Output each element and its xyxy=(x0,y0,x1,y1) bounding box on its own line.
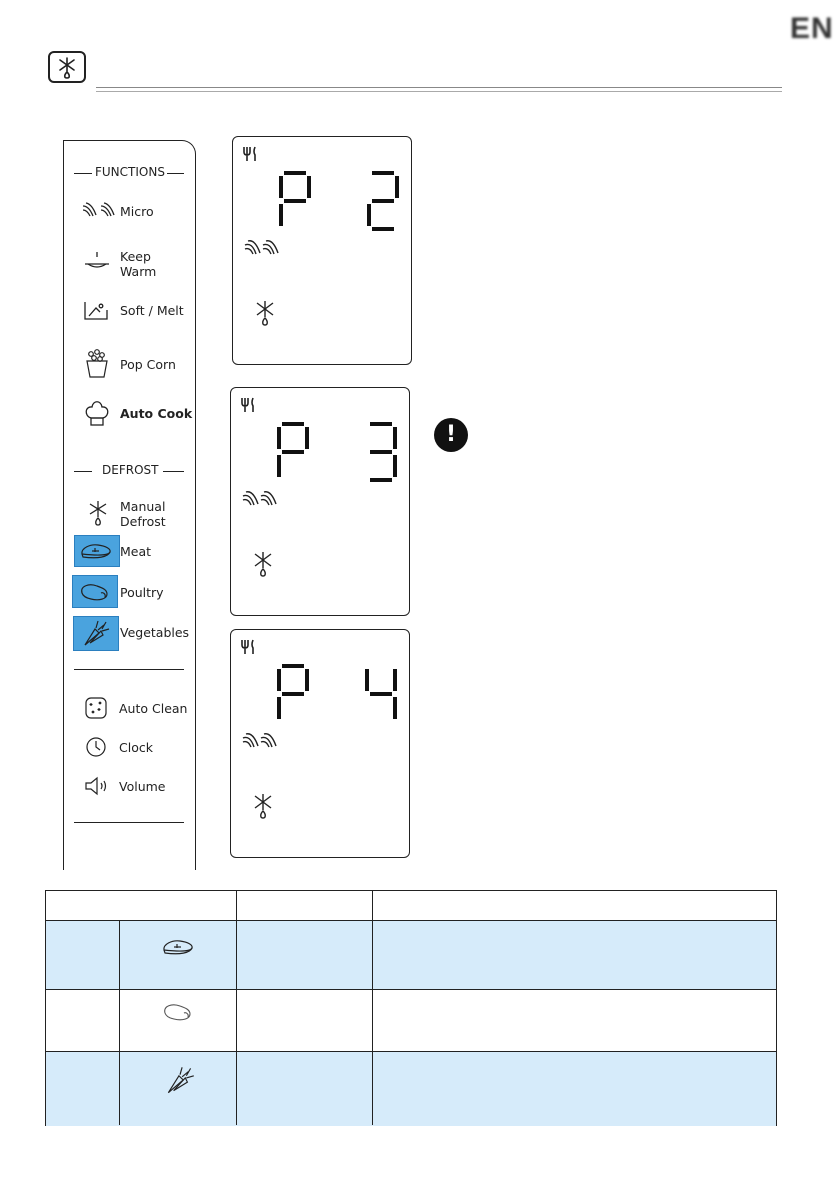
panel-item-auto-clean[interactable]: Auto Clean xyxy=(119,701,188,716)
panel-item-auto-cook[interactable]: Auto Cook xyxy=(120,406,193,421)
defrost-icon xyxy=(48,51,86,83)
poultry-icon xyxy=(77,578,113,608)
lcd-display-p3 xyxy=(230,387,410,616)
poultry-icon xyxy=(160,998,196,1027)
meat-icon xyxy=(160,934,196,961)
microwave-waves-icon xyxy=(81,200,117,224)
table-row xyxy=(46,1051,776,1126)
clock-icon xyxy=(85,736,107,762)
divider xyxy=(74,669,184,670)
lcd-char-P xyxy=(279,666,307,719)
vegetables-icon xyxy=(162,1063,198,1100)
keep-warm-icon xyxy=(82,250,112,276)
lcd-graphics xyxy=(233,137,411,364)
table-row xyxy=(46,989,776,1051)
divider xyxy=(74,471,92,472)
warning-icon: ! xyxy=(434,418,468,452)
table-row xyxy=(46,920,776,989)
divider xyxy=(167,173,184,174)
divider xyxy=(74,173,92,174)
divider xyxy=(163,471,184,472)
divider xyxy=(74,822,184,823)
volume-icon xyxy=(84,775,112,801)
header-rule xyxy=(96,91,782,92)
panel-item-poultry[interactable]: Poultry xyxy=(120,585,164,600)
functions-title: FUNCTIONS xyxy=(95,165,165,179)
panel-item-vegetables[interactable]: Vegetables xyxy=(120,625,190,640)
chef-hat-icon xyxy=(83,398,111,432)
lcd-char-4 xyxy=(367,669,395,719)
language-tag: EN xyxy=(790,12,834,45)
soft-melt-icon xyxy=(82,298,110,326)
panel-item-clock[interactable]: Clock xyxy=(119,740,153,755)
defrost-title: DEFROST xyxy=(102,463,159,477)
auto-clean-icon xyxy=(84,696,108,724)
lcd-char-P xyxy=(281,173,309,226)
column-divider xyxy=(119,920,120,1125)
lcd-graphics xyxy=(231,630,409,857)
defrost-table xyxy=(45,890,777,1126)
panel-item-volume[interactable]: Volume xyxy=(119,779,166,794)
meat-icon xyxy=(78,538,114,566)
lcd-char-3 xyxy=(370,424,395,480)
lcd-display-p4 xyxy=(230,629,410,858)
lcd-char-P xyxy=(279,424,307,477)
panel-item-manual-defrost[interactable]: Manual Defrost xyxy=(120,499,166,529)
lcd-display-p2 xyxy=(232,136,412,365)
defrost-icon xyxy=(85,499,111,531)
lcd-graphics xyxy=(231,388,409,615)
lcd-char-2 xyxy=(369,173,397,229)
header-rule xyxy=(96,87,782,88)
panel-item-keep-warm[interactable]: Keep Warm xyxy=(120,249,157,279)
panel-item-meat[interactable]: Meat xyxy=(120,544,152,559)
popcorn-icon xyxy=(84,349,110,383)
vegetables-icon xyxy=(79,617,113,653)
column-divider xyxy=(236,891,237,1125)
column-divider xyxy=(372,891,373,1125)
panel-item-popcorn[interactable]: Pop Corn xyxy=(120,357,176,372)
panel-item-soft-melt[interactable]: Soft / Melt xyxy=(120,303,184,318)
panel-item-micro[interactable]: Micro xyxy=(120,204,154,219)
